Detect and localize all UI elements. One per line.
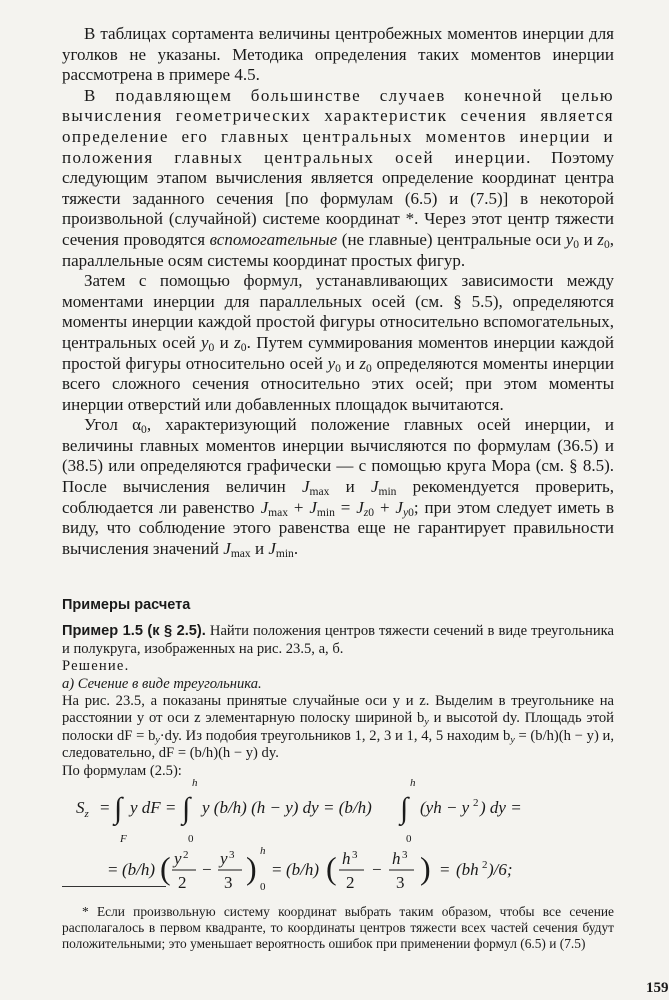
svg-text:h: h bbox=[260, 845, 266, 857]
svg-text:3: 3 bbox=[396, 873, 405, 892]
svg-text:2: 2 bbox=[346, 873, 355, 892]
svg-text:h: h bbox=[342, 849, 351, 868]
svg-text:=: = bbox=[100, 798, 110, 817]
example-body-3: ·dy. Из подобия треугольников 1, 2, 3 и 1, 4, 5 находим b bbox=[159, 727, 511, 744]
footnote: * Если произвольную систему координат выбрать таким образом, чтобы все сечение располагалось в первом квадранте, то координаты центров тяжести всех частей сечения будут положительными; это уменьшает вероятность ошибок при применении формул (6.5) и (7.5) bbox=[62, 904, 614, 952]
svg-text:0: 0 bbox=[406, 833, 412, 845]
svg-text:h: h bbox=[392, 849, 401, 868]
paragraph-2: В подавляющем большинстве случаев конечной целью вычисления геометрических характеристик сечения является определение его главных центральных моментов инерции и положения главных центральных осей инерции. Поэтому следующим этапом вычисления является определение координат центра тяжести заданного сечения [по формулам (6.5) и (7.5)] в некоторой произвольной (случайной) системе координат *. Через этот центр тяжести сечения проводятся вспомогательные (не главные) центральные оси $y_0$ и $z_0$, параллельные осям системы координат простых фигур. bbox=[62, 85, 614, 270]
svg-text:3: 3 bbox=[224, 873, 233, 892]
example-statement bbox=[62, 623, 614, 658]
svg-text:) dy =: ) dy = bbox=[480, 798, 522, 817]
svg-text:−: − bbox=[372, 860, 382, 879]
paragraph-3-text: Затем с помощью формул, устанавливающих зависимости между моментами инерции для параллельных осей (см. § 5.5), определяются моменты инерции каждой простой фигуры относительно вспомогательных, центральных осей bbox=[62, 271, 614, 352]
svg-text:(: ( bbox=[160, 850, 171, 886]
svg-text:(: ( bbox=[326, 850, 337, 886]
paragraph-2-text: Поэтому следующим этапом вычисления является определение координат центра тяжести заданного сечения [по формулам (6.5) и (7.5)] в некоторой произвольной (случайной) системе координат *. Через этот центр тяжести сечения проводятся bbox=[62, 147, 614, 249]
paragraph-4-text-3: рекомендуется проверить, соблюдается ли равенство bbox=[62, 477, 614, 517]
svg-text:y: y bbox=[174, 849, 182, 868]
svg-text:(b/h): (b/h) bbox=[122, 860, 156, 879]
svg-text:2: 2 bbox=[178, 873, 187, 892]
paragraph-2-spaced-text: В подавляющем большинстве случаев конечной целью вычисления геометрических характеристик сечения является определение его главных центральных моментов инерции и положения главных центральных осей инерции. bbox=[62, 85, 614, 167]
svg-text:y (b/h) (h − y) dy = (b/h): y (b/h) (h − y) dy = (b/h) bbox=[202, 798, 372, 817]
paragraph-3-text-3: определяются моменты инерции всего сложного сечения относительно этих осей; при этом моменты инерции отверстий или добавленных площадок вычитаются. bbox=[62, 353, 614, 414]
paragraph-4-text-2: , характеризующий положение главных осей инерции, и величины главных моментов инерции вычисляются по формулам (36.5) и (38.5) или определяются графически — с помощью круга Мора (см. § 8.5). После вычисления величин bbox=[62, 415, 614, 497]
svg-text:0: 0 bbox=[188, 833, 194, 845]
paragraph-2-text-2: (не главные) центральные оси bbox=[337, 229, 566, 249]
case-a-label: а) Сечение в виде треугольника. bbox=[62, 675, 262, 692]
paragraph-3: Затем с помощью формул, устанавливающих зависимости между моментами инерции для параллельных осей (см. § 5.5), определяются моменты инерции каждой простой фигуры относительно вспомогательных, центральных осей $y_0$ и $z_0$. Путем суммирования моментов инерции каждой простой фигуры относительно осей $y_0$ и $z_0$ определяются моменты инерции всего сложного сечения относительно этих осей; при этом моменты инерции отверстий или добавленных площадок вычитаются. bbox=[62, 271, 614, 414]
paragraph-3-text-2: . Путем суммирования моментов инерции каждой простой фигуры относительно осей bbox=[62, 332, 614, 373]
svg-text:2: 2 bbox=[183, 849, 189, 861]
example-body-1: На рис. 23.5, а показаны принятые случайные оси y и z. Выделим в треугольнике на расстоянии y от оси z элементарную полоску шириной b bbox=[62, 693, 614, 727]
svg-text:(bh: (bh bbox=[456, 860, 479, 879]
paragraph-4: Угол $\alpha_0$, характеризующий положение главных осей инерции, и величины главных моментов инерции вычисляются по формулам (36.5) и (38.5) или определяются графически — с помощью круга Мора (см. § 8.5). После вычисления величин $J_{max}$ и $J_{min}$ рекомендуется проверить, соблюдается ли равенство $J_{max} + J_{min} = J_{z0} + J_{y0}$; при этом следует иметь в виду, что соблюдение этого равенства еще не гарантирует правильности вычисления значений $J_{max}$ и $J_{min}$. bbox=[62, 415, 615, 560]
svg-text:3: 3 bbox=[352, 849, 358, 861]
paragraph-4-text: Угол bbox=[84, 415, 133, 435]
solution-label: Решение. bbox=[62, 658, 130, 675]
example-body: На рис. 23.5, а показаны принятые случайные оси y и z. Выделим в треугольнике на расстоянии y от оси z элементарную полоску шириной $b_y$ и высотой dy. Площадь этой полоски dF = $b_y\cdot dy$. Из подобия треугольников 1, 2, 3 и 1, 4, 5 находим $b_y = (b/h)(h - y)$ и, следовательно, dF = (b/h)(h − y) dy. bbox=[62, 693, 614, 762]
svg-text:): ) bbox=[420, 850, 431, 886]
svg-text:(b/h): (b/h) bbox=[286, 860, 320, 879]
svg-text:h: h bbox=[410, 777, 416, 789]
page-number: 159 bbox=[646, 980, 669, 996]
example-lead: Пример 1.5 (к § 2.5). bbox=[62, 623, 206, 640]
svg-text:y: y bbox=[220, 849, 228, 868]
section-title: Примеры расчета bbox=[62, 597, 191, 614]
example-body-4: = (b/h)(h − y) и, следовательно, dF = (b/h)(h − y) dy. bbox=[62, 727, 614, 762]
example-body-2: и высотой dy. Площадь этой полоски dF = b bbox=[62, 710, 614, 744]
paragraph-1: В таблицах сортамента величины центробежных моментов инерции для уголков не указаны. Методика определения таких моментов инерции рассмотрена в примере 4.5. bbox=[62, 24, 614, 85]
svg-text:∫: ∫ bbox=[114, 792, 123, 825]
page-content bbox=[62, 24, 669, 996]
svg-text:∫: ∫ bbox=[182, 792, 191, 825]
example-text: Найти положения центров тяжести сечений в виде треугольника и полукруга, изображенных на рис. 23.5, а, б. bbox=[62, 623, 614, 657]
emphasis-auxiliary: вспомогательные bbox=[209, 229, 338, 249]
formula-s-z: $S_z$ bbox=[76, 798, 89, 820]
svg-text:2: 2 bbox=[482, 859, 488, 871]
svg-text:y dF =: y dF = bbox=[130, 798, 177, 817]
svg-text:3: 3 bbox=[402, 849, 408, 861]
svg-text:): ) bbox=[246, 850, 257, 886]
paragraph-2-text-3: , параллельные осям системы координат простых фигур. bbox=[62, 229, 614, 270]
by-formulas: По формулам (2.5): bbox=[62, 762, 182, 779]
integral-formula bbox=[62, 766, 614, 896]
svg-text:=: = bbox=[440, 860, 450, 879]
paragraph-4-text-4: ; при этом следует иметь в виду, что соблюдение этого равенства еще не гарантирует правильности вычисления значений bbox=[62, 497, 615, 558]
svg-text:3: 3 bbox=[229, 849, 235, 861]
svg-text:)/6;: )/6; bbox=[488, 860, 513, 879]
svg-text:h: h bbox=[192, 777, 198, 789]
svg-text:−: − bbox=[202, 860, 212, 879]
svg-text:=: = bbox=[272, 860, 282, 879]
footnote-rule bbox=[62, 886, 166, 887]
svg-text:(yh − y: (yh − y bbox=[420, 798, 470, 817]
svg-text:2: 2 bbox=[473, 797, 479, 809]
svg-text:F: F bbox=[120, 833, 127, 845]
svg-text:0: 0 bbox=[260, 881, 266, 893]
svg-text:=: = bbox=[108, 860, 118, 879]
svg-text:∫: ∫ bbox=[400, 792, 409, 825]
